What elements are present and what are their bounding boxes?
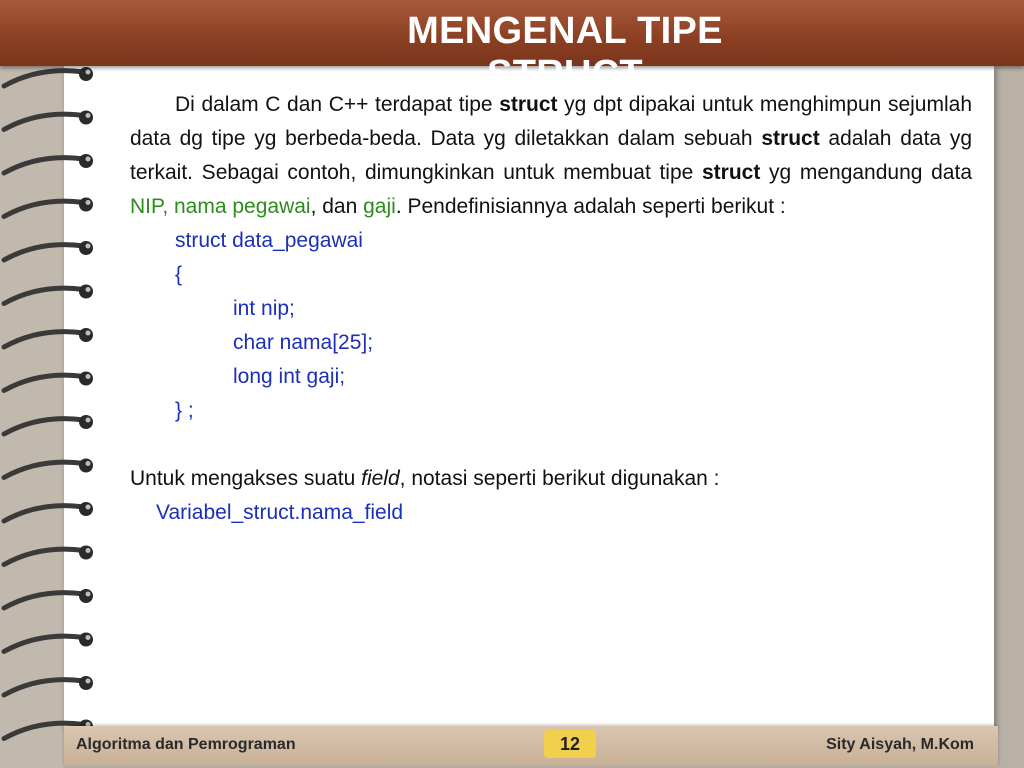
text-run: Di dalam C dan C++ terdapat tipe [175, 93, 500, 116]
access-paragraph [130, 462, 972, 496]
binding-highlight [86, 287, 91, 292]
field-gaji: gaji [363, 195, 396, 218]
text-run: adalah data yg terkait. Sebagai contoh, dimungkinkan untuk membuat tipe [130, 127, 972, 184]
binding-hole [79, 502, 93, 516]
binding-wire [4, 71, 84, 86]
code-line: struct data_pegawai [175, 229, 363, 252]
course-name: Algoritma dan Pemrograman [76, 736, 296, 753]
spiral-binding [0, 60, 110, 750]
binding-hole [79, 198, 93, 212]
page-number: 12 [544, 730, 596, 758]
binding-highlight [86, 592, 91, 597]
binding-hole [79, 285, 93, 299]
binding-highlight [86, 418, 91, 423]
binding-hole [79, 676, 93, 690]
binding-hole [79, 67, 93, 81]
binding-hole [79, 372, 93, 386]
binding-hole [79, 459, 93, 473]
text-run: Untuk mengakses suatu [130, 467, 362, 490]
binding-hole [79, 589, 93, 603]
binding-highlight [86, 679, 91, 684]
binding-wire [4, 462, 84, 477]
field-nama-pegawai: nama pegawai [173, 195, 311, 218]
binding-highlight [86, 548, 91, 553]
field-term: field [361, 467, 400, 490]
binding-wire [4, 680, 84, 695]
binding-highlight [86, 244, 91, 249]
binding-highlight [86, 157, 91, 162]
code-line: char nama[25]; [233, 331, 374, 354]
intro-paragraph [130, 88, 972, 224]
code-line: long int gaji; [233, 365, 346, 388]
spacer [130, 428, 972, 462]
author-name: Sity Aisyah, M.Kom [826, 736, 974, 753]
binding-hole [79, 328, 93, 342]
binding-hole [79, 241, 93, 255]
text-run: . Pendefinisiannya adalah seperti berikut : [395, 195, 786, 218]
slide-header [0, 0, 1024, 95]
binding-wire [4, 419, 84, 434]
text-run: yg mengandung data [760, 161, 972, 184]
binding-hole [79, 633, 93, 647]
binding-highlight [86, 70, 91, 75]
binding-wire [4, 158, 84, 173]
binding-highlight [86, 200, 91, 205]
code-line: { [175, 263, 183, 286]
text-run: , [162, 195, 174, 218]
code-line: } ; [175, 399, 194, 422]
code-line: int nip; [233, 297, 295, 320]
binding-wire [4, 506, 84, 521]
binding-wire [4, 288, 84, 303]
slide-title: MENGENAL TIPE STRUCT [407, 10, 723, 95]
binding-wire [4, 549, 84, 564]
binding-hole [79, 111, 93, 125]
binding-highlight [86, 635, 91, 640]
keyword-struct: struct [701, 161, 761, 184]
keyword-struct: struct [761, 127, 820, 150]
text-run: yg dpt dipakai untuk menghimpun sejumlah data dg tipe yg berbeda-beda. Data yg diletakkan dalam sebuah [130, 93, 973, 150]
slide-footer [64, 726, 998, 766]
field-nip: NIP [130, 195, 163, 218]
binding-wire [4, 332, 84, 347]
code-block [130, 224, 972, 428]
binding-highlight [86, 461, 91, 466]
binding-wire [4, 375, 84, 390]
binding-hole [79, 415, 93, 429]
binding-wire [4, 201, 84, 216]
text-run: , notasi seperti berikut digunakan : [399, 467, 720, 490]
binding-hole [79, 546, 93, 560]
text-run: , dan [310, 195, 364, 218]
binding-wire [4, 636, 84, 651]
binding-wire [4, 593, 84, 608]
access-notation: Variabel_struct.nama_field [156, 501, 404, 524]
keyword-struct: struct [499, 93, 558, 116]
binding-highlight [86, 505, 91, 510]
binding-highlight [86, 113, 91, 118]
binding-hole [79, 154, 93, 168]
slide-content [130, 88, 972, 530]
binding-highlight [86, 331, 91, 336]
binding-wire [4, 245, 84, 260]
binding-wire [4, 114, 84, 129]
binding-highlight [86, 374, 91, 379]
